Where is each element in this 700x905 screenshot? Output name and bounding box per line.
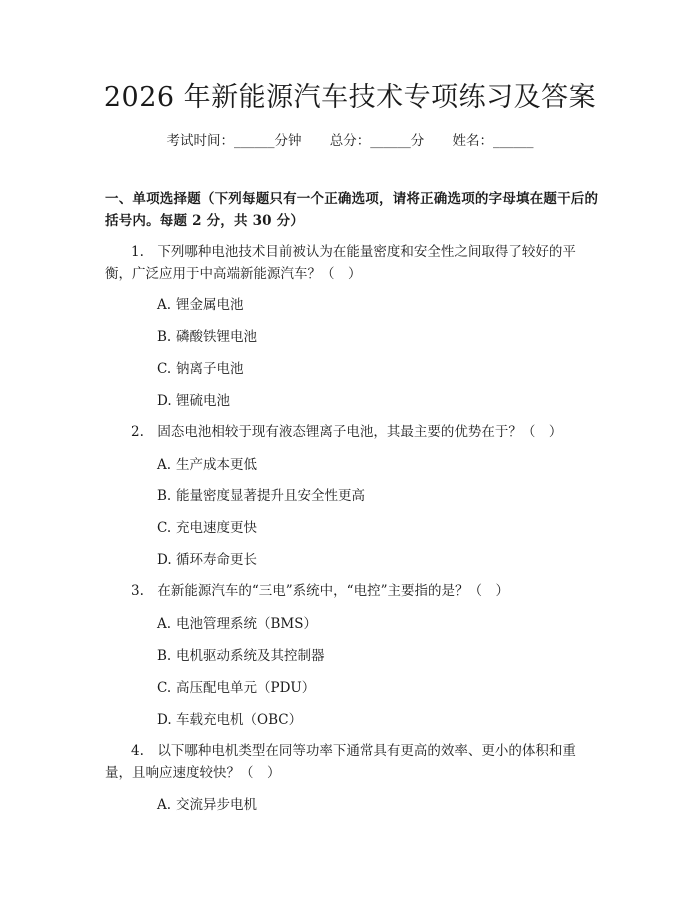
option-text: 锂金属电池 [176, 297, 244, 313]
exam-info [0, 131, 700, 151]
option-text: 钠离子电池 [176, 361, 244, 377]
question-4: 4. 以下哪种电机类型在同等功率下通常具有更高的效率、更小的体积和重量，且响应速度较快？（ ） [105, 743, 576, 781]
question-2: 2. 固态电池相较于现有液态锂离子电池，其最主要的优势在于？（ ） [131, 424, 563, 440]
option-letter: A. [157, 616, 172, 632]
question-3-option-c [157, 678, 315, 698]
option-letter: A. [157, 797, 172, 813]
option-text: 电机驱动系统及其控制器 [176, 648, 325, 664]
question-3-option-a [157, 614, 317, 634]
question-1-option-d [157, 391, 230, 411]
option-text: 循环寿命更长 [176, 552, 257, 568]
option-text: 高压配电单元（PDU） [176, 680, 316, 696]
option-text: 交流异步电机 [176, 797, 257, 813]
question-1: 1. 下列哪种电池技术目前被认为在能量密度和安全性之间取得了较好的平衡，广泛应用于中高端新能源汽车？（ ） [105, 244, 576, 282]
option-text: 锂硫电池 [176, 393, 230, 409]
question-2-option-d [157, 550, 257, 570]
student-name-field: 姓名：______ [452, 133, 534, 149]
option-letter: D. [157, 552, 172, 568]
question-2-option-a [157, 455, 257, 475]
question-1-option-a [157, 295, 244, 315]
exam-time-field: 考试时间：______分钟 [166, 133, 302, 149]
question-3: 3. 在新能源汽车的“三电”系统中，“电控”主要指的是？（ ） [131, 583, 509, 599]
question-1-option-c [157, 359, 244, 379]
option-text: 充电速度更快 [176, 520, 257, 536]
document-title: 2026 年新能源汽车技术专项练习及答案 [103, 82, 597, 113]
option-letter: C. [157, 520, 172, 536]
option-letter: A. [157, 297, 172, 313]
section-header: 一、单项选择题（下列每题只有一个正确选项，请将正确选项的字母填在题干后的括号内。每题 2 分，共 30 分） [105, 191, 599, 229]
option-letter: C. [157, 680, 172, 696]
option-letter: B. [157, 648, 172, 664]
question-4-option-a [157, 795, 257, 815]
option-text: 电池管理系统（BMS） [176, 616, 317, 632]
option-text: 生产成本更低 [176, 457, 257, 473]
question-2-option-b [157, 486, 365, 506]
option-letter: D. [157, 712, 172, 728]
option-text: 磷酸铁锂电池 [176, 329, 257, 345]
question-3-option-b [157, 646, 325, 666]
option-text: 车载充电机（OBC） [176, 712, 303, 728]
option-letter: D. [157, 393, 172, 409]
question-2-option-c [157, 518, 257, 538]
total-score-field: 总分：______分 [329, 133, 425, 149]
option-text: 能量密度显著提升且安全性更高 [176, 488, 365, 504]
option-letter: C. [157, 361, 172, 377]
option-letter: A. [157, 457, 172, 473]
option-letter: B. [157, 329, 172, 345]
question-1-option-b [157, 327, 257, 347]
option-letter: B. [157, 488, 172, 504]
question-3-option-d [157, 710, 302, 730]
